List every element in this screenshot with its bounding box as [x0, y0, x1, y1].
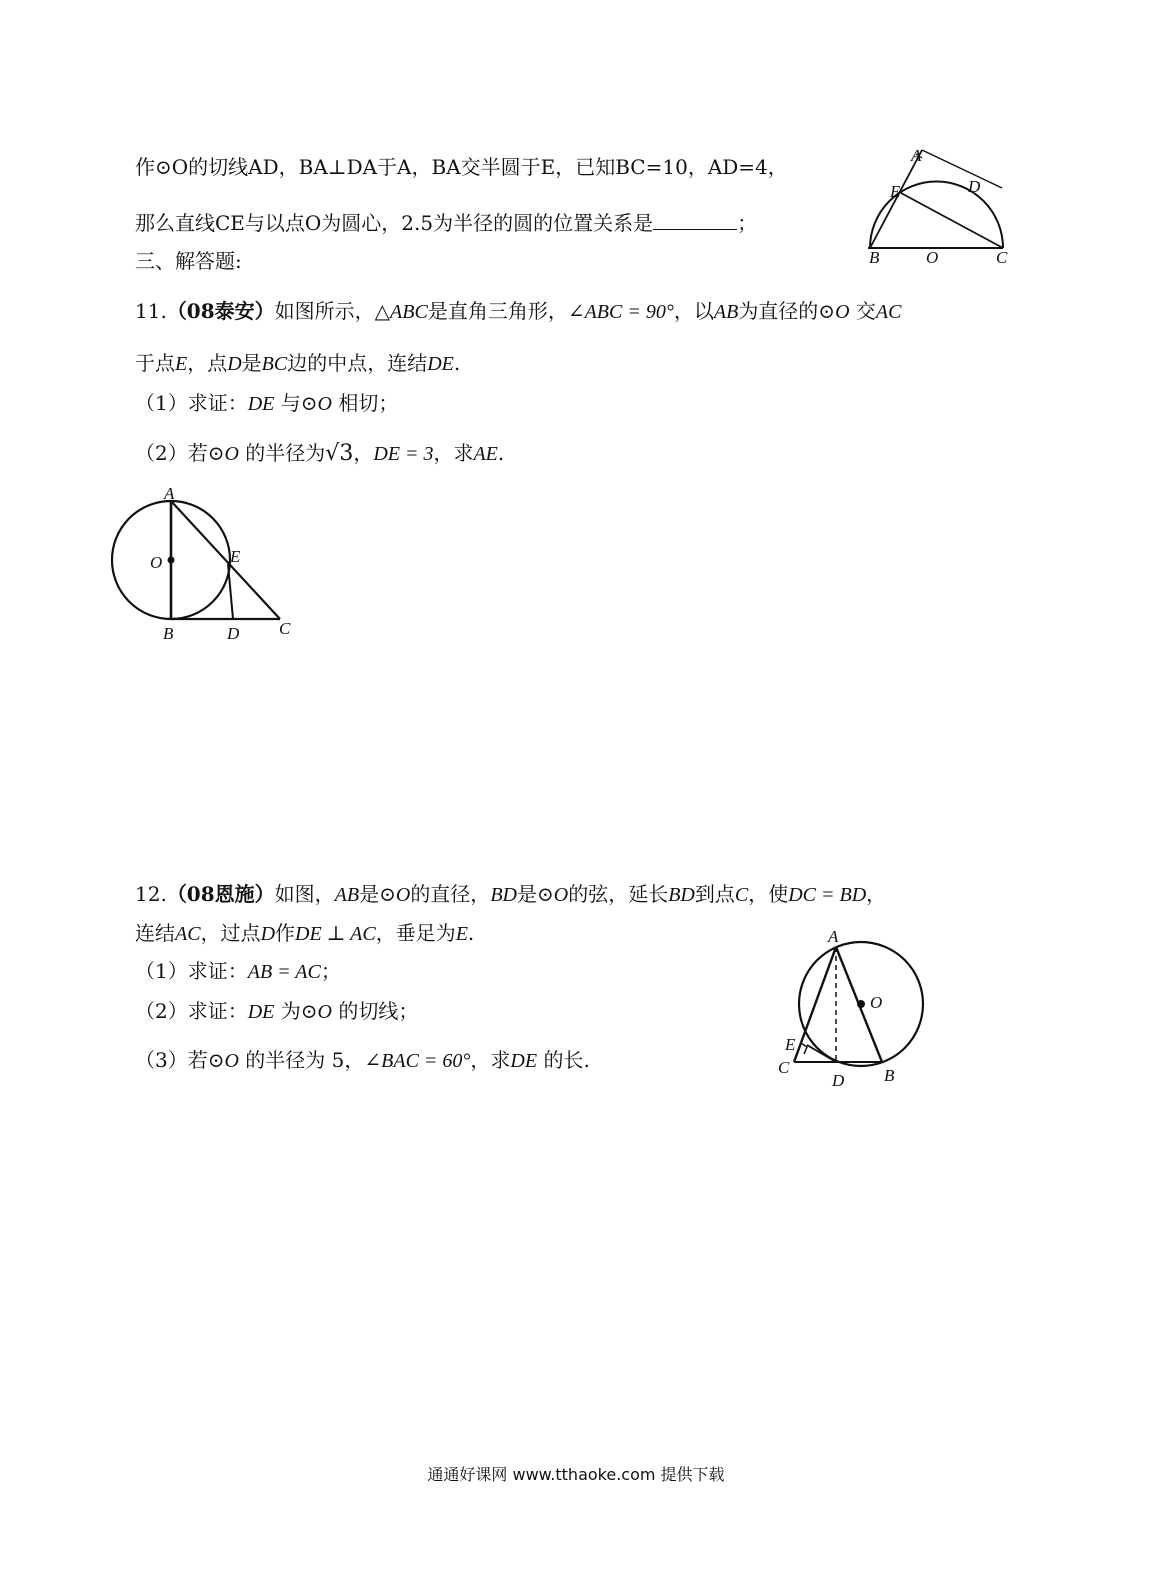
- p11-source: （08泰安）: [166, 299, 275, 323]
- p12-ab: AB: [334, 884, 360, 906]
- p11-q2-d: ，求: [433, 441, 474, 465]
- p11-ac: AC: [875, 301, 902, 323]
- p11-de: DE: [427, 353, 454, 375]
- p12-q2-o: O: [317, 1001, 332, 1023]
- p11-t10: .: [453, 351, 461, 375]
- p11-o: O: [835, 301, 850, 323]
- p11-q2-b: 的半径为: [238, 441, 326, 465]
- p12-t6: 到点: [694, 882, 735, 906]
- p12-question-1: [135, 958, 341, 985]
- p12-q2-a: （2）求证：: [135, 999, 248, 1023]
- p12-t4: 是⊙: [516, 882, 554, 906]
- p12-q2-c: 的切线；: [331, 999, 419, 1023]
- p12-c: C: [734, 884, 749, 906]
- p11-abc: ABC: [390, 301, 428, 323]
- p12-t13: .: [467, 921, 475, 945]
- fig11-label-c: C: [279, 619, 291, 638]
- p11-d: D: [227, 353, 242, 375]
- p12-t10: ，过点: [200, 921, 261, 945]
- p11-q2-c: ，: [353, 441, 374, 465]
- fig12-label-b: B: [884, 1066, 895, 1085]
- p11-q2-de: DE = 3: [373, 443, 434, 465]
- p12-eq: DC = BD: [788, 884, 867, 906]
- p11-line1: [135, 298, 901, 325]
- fig12-label-d: D: [832, 1071, 845, 1090]
- p12-o2: O: [553, 884, 569, 906]
- p12-o: O: [395, 884, 411, 906]
- p10-line2-text: 那么直线CE与以点O为圆心，2.5为半径的圆的位置关系是: [135, 211, 654, 235]
- p11-q2-ae: AE: [473, 443, 498, 465]
- p12-t8: ，: [866, 882, 887, 906]
- p12-ac: AC: [175, 923, 201, 945]
- p11-t6: 于点: [135, 351, 175, 375]
- p11-q1-de: DE: [247, 393, 275, 415]
- p12-q2-de: DE: [247, 1001, 275, 1023]
- fig11-label-o: O: [150, 553, 163, 572]
- p11-q2-e: .: [497, 441, 505, 465]
- fig10-label-d: D: [968, 177, 981, 196]
- p12-line1: [135, 881, 886, 908]
- p12-bd2: BD: [668, 884, 695, 906]
- fig10-label-o: O: [926, 248, 939, 267]
- p11-q2-a: （2）若⊙: [135, 441, 225, 465]
- fig11-label-a: A: [164, 484, 175, 503]
- p12-q3-d: 的长.: [537, 1048, 590, 1072]
- p12-e: E: [455, 923, 468, 945]
- p12-question-2: [135, 998, 418, 1025]
- p12-t11: 作: [275, 921, 296, 945]
- p12-source: （08恩施）: [166, 882, 275, 906]
- p11-q2-o: O: [224, 443, 239, 465]
- p11-q1-o: O: [317, 393, 332, 415]
- fig10-label-e: E: [890, 182, 901, 201]
- p10-line1: 作⊙O的切线AD，BA⊥DA于A，BA交半圆于E，已知BC=10，AD=4，: [135, 155, 788, 179]
- fig11-label-e: E: [230, 547, 241, 566]
- p11-t1: 如图所示，△: [274, 299, 391, 323]
- fig11-label-b: B: [163, 624, 174, 643]
- p11-t5: 交: [849, 299, 876, 323]
- p11-q1-c: 相切；: [331, 391, 399, 415]
- p11-num: 11.: [135, 299, 167, 323]
- p11-q1-b: 与⊙: [274, 391, 318, 415]
- p11-t8: 是: [241, 351, 262, 375]
- p12-t9: 连结: [135, 921, 175, 945]
- p12-q3-a: （3）若⊙: [135, 1048, 225, 1072]
- figure-10: [860, 140, 1020, 270]
- fig12-label-e: E: [785, 1035, 796, 1054]
- fig10-label-a: A: [911, 146, 922, 165]
- p11-q2-sqrt: √3: [325, 441, 354, 466]
- p11-t9: 边的中点，连结: [287, 351, 428, 375]
- p12-perp: DE ⊥ AC: [295, 923, 376, 945]
- p11-t3: ，以: [673, 299, 714, 323]
- page-footer: 通通好课网 www.tthaoke.com 提供下载: [427, 1465, 725, 1484]
- p11-question-1: [135, 390, 398, 417]
- p12-q1-eq: AB = AC: [247, 961, 321, 983]
- p12-d: D: [260, 923, 276, 945]
- fig12-label-o: O: [870, 993, 883, 1012]
- p11-q1-a: （1）求证：: [135, 391, 248, 415]
- fig11-label-d: D: [227, 624, 240, 643]
- p12-line2: [135, 920, 474, 947]
- figure-11: [100, 482, 310, 647]
- p11-t7: ，点: [187, 351, 228, 375]
- p12-q3-o: O: [224, 1050, 239, 1072]
- p12-q3-c: ，求: [470, 1048, 511, 1072]
- p12-t5: 的弦，延长: [568, 882, 669, 906]
- p12-q1-b: ；: [320, 959, 341, 983]
- fig10-label-b: B: [869, 248, 880, 267]
- fig12-label-c: C: [778, 1058, 790, 1077]
- p12-t2: 是⊙: [359, 882, 396, 906]
- p12-bd: BD: [490, 884, 517, 906]
- p12-q1-a: （1）求证：: [135, 959, 248, 983]
- p12-q3-angle: BAC = 60°: [381, 1050, 471, 1072]
- p12-q3-de: DE: [510, 1050, 538, 1072]
- p12-q3-b: 的半径为 5，∠: [238, 1048, 382, 1072]
- fig12-label-a: A: [828, 927, 839, 946]
- p11-line2: [135, 350, 460, 377]
- fig10-label-c: C: [996, 248, 1008, 267]
- p11-e: E: [175, 353, 188, 375]
- p12-t7: ，使: [748, 882, 789, 906]
- p10-line2-end: ；: [737, 211, 758, 235]
- p11-t2: 是直角三角形，∠: [427, 299, 585, 323]
- p12-t12: ，垂足为: [375, 921, 456, 945]
- p11-ab: AB: [713, 301, 739, 323]
- p10-line2: [135, 210, 757, 236]
- p11-angle: ABC = 90°: [584, 301, 674, 323]
- answer-blank: [653, 211, 737, 230]
- p12-question-3: [135, 1047, 590, 1074]
- p12-num: 12.: [135, 882, 167, 906]
- p12-q2-b: 为⊙: [274, 999, 318, 1023]
- p11-t4: 为直径的⊙: [738, 299, 836, 323]
- figure-12: [772, 922, 942, 1092]
- p11-question-2: [135, 440, 504, 467]
- p11-bc: BC: [261, 353, 288, 375]
- p12-t3: 的直径，: [410, 882, 491, 906]
- section-heading: 三、解答题:: [135, 249, 242, 273]
- p12-t1: 如图，: [274, 882, 335, 906]
